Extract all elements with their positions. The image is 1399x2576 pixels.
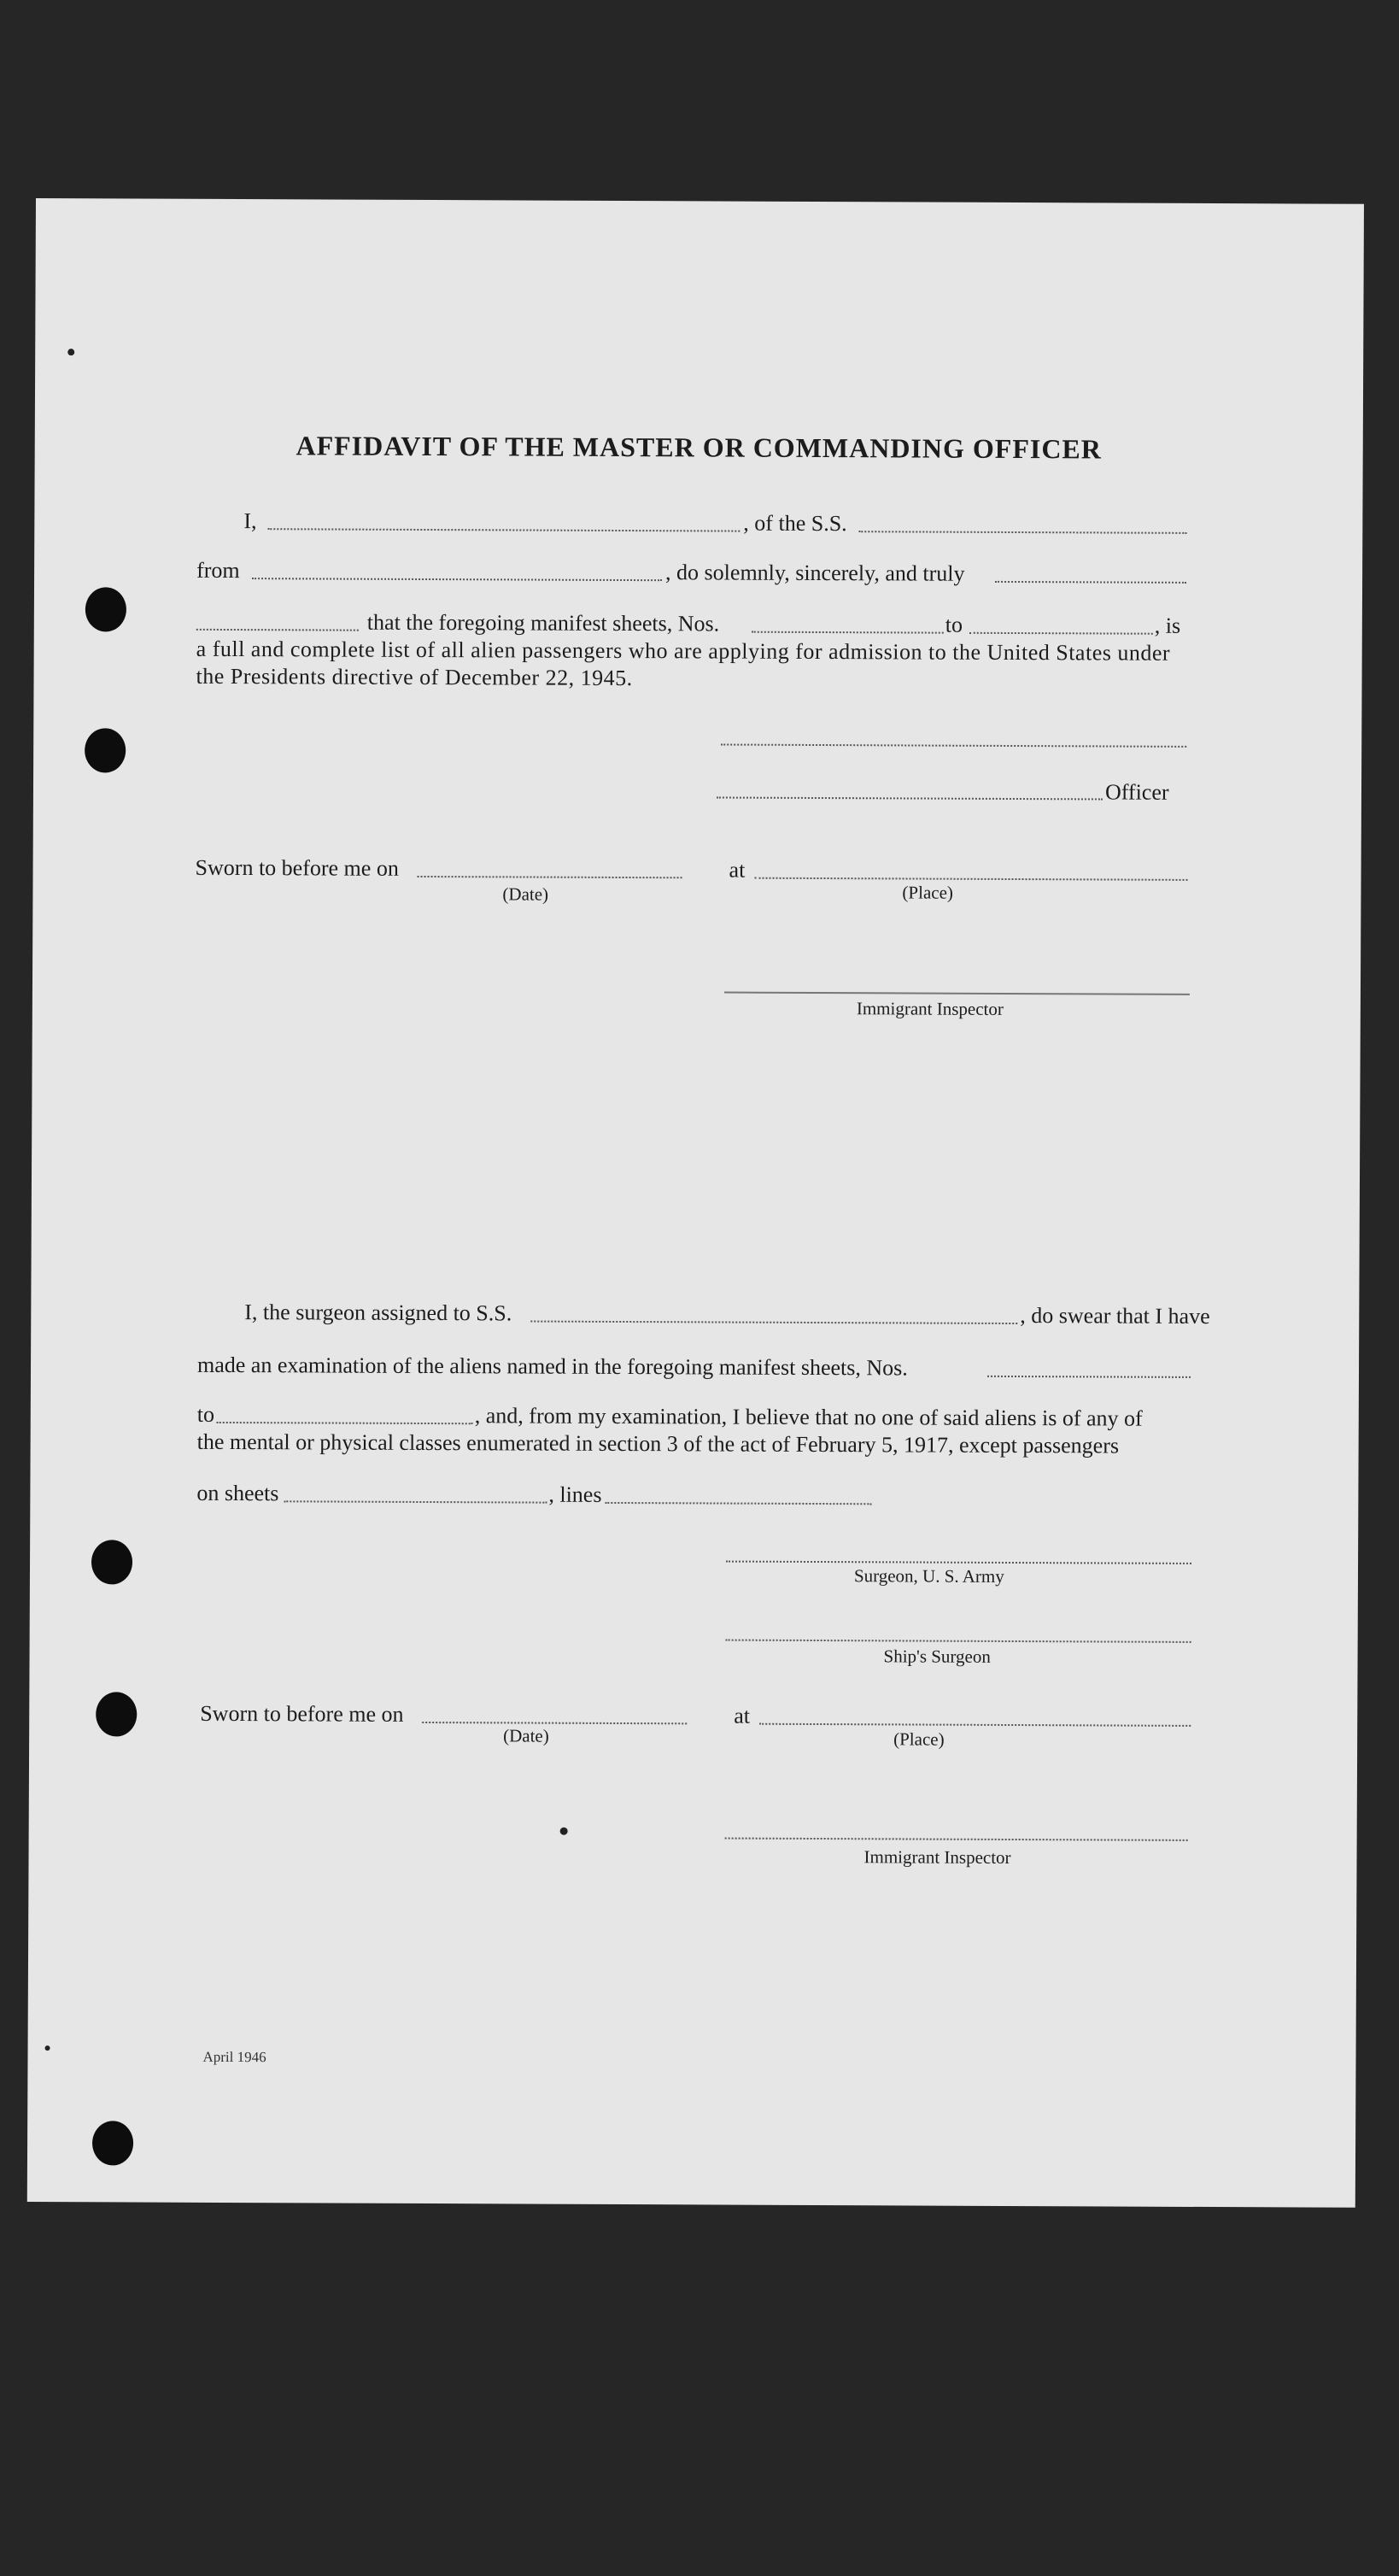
text-do-swear: , do solemnly, sincerely, and truly [665, 560, 965, 586]
text-to: to [945, 612, 963, 637]
surgeon-inspector-signature-field[interactable] [725, 1838, 1188, 1841]
punch-hole [96, 1692, 137, 1736]
text-on-sheets: on sheets [196, 1480, 279, 1506]
surgeon-place-caption: (Place) [893, 1728, 945, 1750]
form-sheet [27, 198, 1364, 2208]
text-lines: , lines [548, 1482, 602, 1507]
swear-field[interactable] [995, 581, 1186, 584]
punch-hole [92, 2121, 133, 2165]
ink-speck [560, 1828, 568, 1835]
swear-continued-field[interactable] [196, 629, 359, 631]
from-port-field[interactable] [252, 578, 662, 581]
text-manifest-nos: that the foregoing manifest sheets, Nos. [366, 609, 720, 637]
sheets-from-field[interactable] [752, 631, 944, 634]
surgeon-sheets-to-field[interactable] [217, 1422, 473, 1424]
inspector-caption: Immigrant Inspector [856, 998, 1004, 1019]
text-sworn: Sworn to before me on [195, 854, 399, 881]
army-surgeon-signature-field[interactable] [726, 1561, 1191, 1564]
ink-speck [45, 2045, 50, 2051]
text-i: I, [243, 508, 257, 534]
text-full-list: a full and complete list of all alien passengers who are applying for admission to the United States under [196, 636, 1171, 666]
surgeon-date-caption: (Date) [503, 1725, 549, 1746]
master-signature-field[interactable] [721, 744, 1186, 748]
ships-surgeon-caption: Ship's Surgeon [883, 1646, 991, 1667]
text-surgeon-to: to [196, 1401, 215, 1427]
sheets-to-field[interactable] [969, 632, 1153, 635]
text-officer: Officer [1104, 779, 1169, 805]
text-from: from [196, 557, 240, 584]
sworn-place-field[interactable] [755, 877, 1188, 881]
except-lines-field[interactable] [605, 1502, 871, 1505]
text-do-swear-have: , do swear that I have [1020, 1303, 1210, 1329]
officer-signature-field[interactable] [717, 796, 1103, 800]
ships-surgeon-signature-field[interactable] [726, 1640, 1191, 1643]
surgeon-sworn-date-field[interactable] [422, 1722, 687, 1724]
surgeon-sworn-place-field[interactable] [759, 1723, 1191, 1727]
punch-hole [85, 587, 126, 631]
text-directive: the Presidents directive of December 22, 1945. [196, 663, 633, 691]
punch-hole [91, 1540, 132, 1584]
inspector-signature-field[interactable] [724, 992, 1190, 995]
surgeon-inspector-caption: Immigrant Inspector [863, 1846, 1011, 1868]
punch-hole [85, 728, 126, 772]
ship-name-field[interactable] [858, 531, 1186, 534]
army-surgeon-caption: Surgeon, U. S. Army [853, 1565, 1004, 1587]
affidavit-title: AFFIDAVIT OF THE MASTER OR COMMANDING OFFICER [296, 430, 1103, 465]
place-caption: (Place) [902, 882, 953, 903]
text-classes: the mental or physical classes enumerated in section 3 of the act of February 5, 1917, except passengers [196, 1429, 1120, 1458]
sworn-date-field[interactable] [418, 876, 682, 878]
form-date: April 1946 [202, 2048, 266, 2066]
text-surgeon-sworn: Sworn to before me on [200, 1700, 404, 1727]
master-name-field[interactable] [267, 528, 740, 531]
date-caption: (Date) [502, 883, 549, 905]
text-at: at [729, 857, 746, 883]
text-surgeon-assigned: I, the surgeon assigned to S.S. [244, 1300, 512, 1326]
except-sheets-field[interactable] [284, 1500, 547, 1503]
text-of-ss: , of the S.S. [743, 510, 847, 537]
text-examination: made an examination of the aliens named in the foregoing manifest sheets, Nos. [196, 1352, 908, 1381]
surgeon-ship-field[interactable] [530, 1321, 1017, 1324]
text-surgeon-at: at [734, 1703, 751, 1728]
text-is: , is [1154, 613, 1181, 638]
surgeon-sheets-from-field[interactable] [987, 1376, 1191, 1378]
ink-speck [67, 349, 74, 355]
text-from-examination: , and, from my examination, I believe that no one of said aliens is of any of [474, 1403, 1143, 1431]
